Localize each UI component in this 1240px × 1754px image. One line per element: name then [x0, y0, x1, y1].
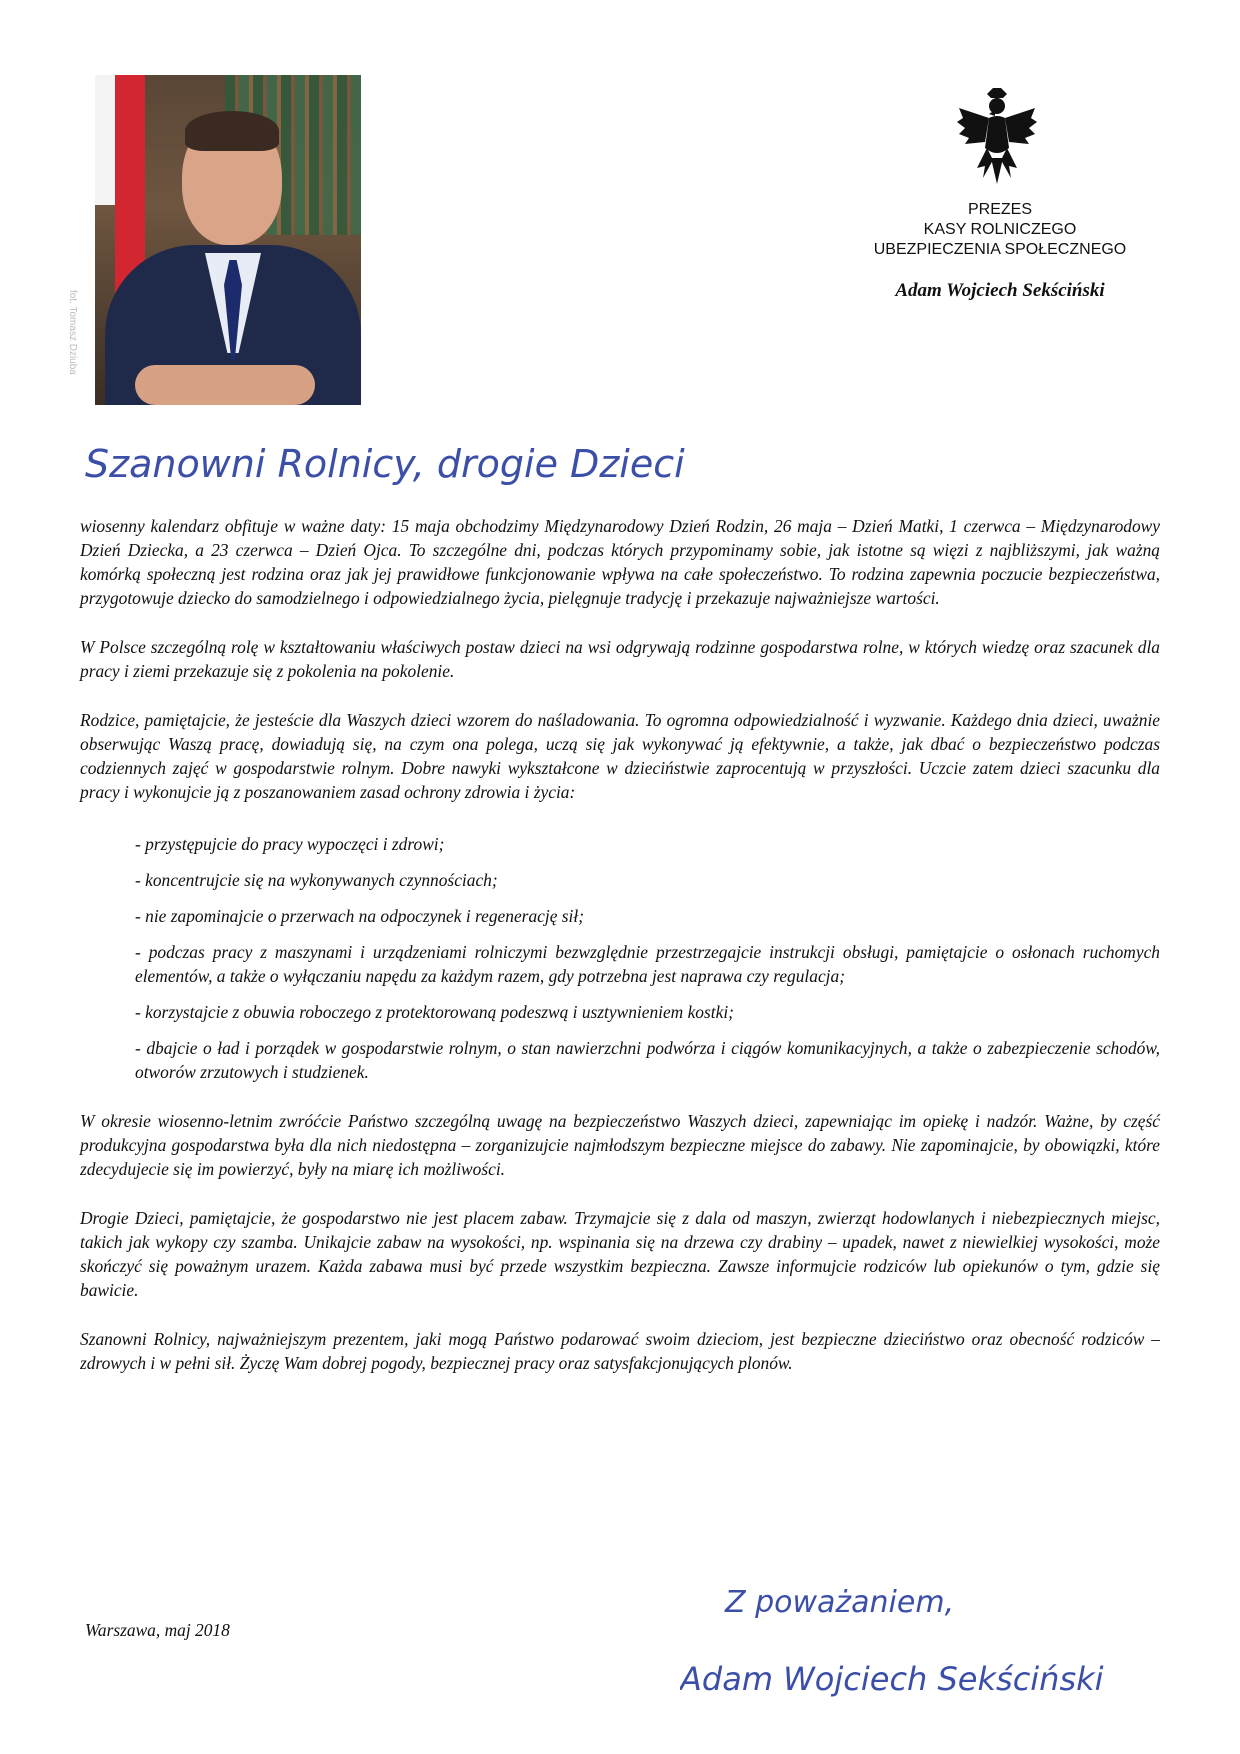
list-item: - podczas pracy z maszynami i urządzeniami rolniczymi bezwzględnie przestrzegajcie instrukcji obsługi, pamiętajcie o osłonach ruchomych elementów, a także o wyłączaniu napędu za każdym razem, gdy potrzebna jest naprawa czy regulacja;	[135, 942, 1160, 986]
paragraph-5: Drogie Dzieci, pamiętajcie, że gospodarstwo nie jest placem zabaw. Trzymajcie się z dala od maszyn, zwierząt hodowlanych i niebezpiecznych miejsc, takich jak wykopy czy szamba. Unikajcie zabaw na wysokości, np. wspinania się na drzewa czy drabiny – upadek, nawet z niewielkiej wysokości, może skończyć się poważnym urazem. Każda zabawa musi być przede wszystkim bezpieczna. Zawsze informujcie rodziców lub opiekunów o tym, gdzie się bawicie.	[80, 1208, 1160, 1300]
letter-body	[80, 514, 1160, 1400]
list-item: - dbajcie o ład i porządek w gospodarstwie rolnym, o stan nawierzchni podwórza i ciągów komunikacyjnych, a także o zabezpieczenie schodów, otworów zrzutowych i studzienek.	[135, 1038, 1160, 1082]
safety-rules-list	[80, 832, 1160, 1084]
regards-text: Z poważaniem,	[725, 1585, 955, 1620]
polish-eagle-emblem-icon	[955, 88, 1039, 188]
list-item: - przystępujcie do pracy wypoczęci i zdrowi;	[135, 834, 445, 854]
photo-credit: fot. Tomasz Dziuba	[67, 290, 78, 375]
list-item: - korzystajcie z obuwia roboczego z protektorowaną podeszwą i usztywnieniem kostki;	[135, 1002, 734, 1022]
paragraph-6: Szanowni Rolnicy, najważniejszym prezentem, jaki mogą Państwo podarować swoim dzieciom, jest bezpieczne dzieciństwo oraz obecność rodziców – zdrowych i w pełni sił. Życzę Wam dobrej pogody, bezpiecznej pracy oraz satysfakcjonujących plonów.	[80, 1329, 1160, 1373]
greeting-text: Szanowni Rolnicy, drogie Dzieci,	[85, 442, 685, 486]
office-line-1: PREZES	[967, 201, 1032, 218]
hair-shape	[185, 111, 279, 151]
president-photo	[95, 75, 361, 405]
signature-text: Adam Wojciech Sekściński	[680, 1660, 1104, 1698]
paragraph-3: Rodzice, pamiętajcie, że jesteście dla Waszych dzieci wzorem do naśladowania. To ogromna odpowiedzialność i wyzwanie. Każdego dnia dzieci, uważnie obserwując Waszą pracę, dowiadują się, na czym ona polega, uczą się jak wykonywać ją efektywnie, a także, jak dbać o bezpieczeństwo podczas codziennych zajęć w gospodarstwie rolnym. Dobre nawyki wykształcone w dzieciństwie zaprocentują w przyszłości. Uczcie zatem dzieci szacunku dla pracy i wykonujcie ją z poszanowaniem zasad ochrony zdrowia i życia:	[80, 710, 1160, 802]
handwritten-greeting	[85, 425, 685, 505]
office-line-2: KASY ROLNICZEGO	[923, 221, 1077, 238]
office-title	[800, 200, 1200, 260]
president-name: Adam Wojciech Sekściński	[895, 280, 1105, 301]
list-item: - nie zapominajcie o przerwach na odpoczynek i regenerację sił;	[135, 906, 584, 926]
office-line-3: UBEZPIECZENIA SPOŁECZNEGO	[873, 241, 1127, 258]
paragraph-1: wiosenny kalendarz obfituje w ważne daty: 15 maja obchodzimy Międzynarodowy Dzień Rodzin, 26 maja – Dzień Matki, 1 czerwca – Międzynarodowy Dzień Dziecka, a 23 czerwca – Dzień Ojca. To szczególne dni, podczas których przypominamy sobie, jak istotne są więzi z najbliższymi, jak ważną komórką społeczną jest rodzina oraz jak jej prawidłowe funkcjonowanie wpływa na całe społeczeństwo. To rodzina zapewnia poczucie bezpieczeństwa, przygotowuje dziecko do samodzielnego i odpowiedzialnego życia, pielęgnuje tradycję i przekazuje najważniejsze wartości.	[80, 516, 1160, 608]
handwritten-closing	[680, 1570, 1140, 1730]
place-date: Warszawa, maj 2018	[85, 1620, 230, 1640]
list-item: - koncentrujcie się na wykonywanych czynnościach;	[135, 870, 498, 890]
hands-shape	[135, 365, 315, 405]
paragraph-2: W Polsce szczególną rolę w kształtowaniu właściwych postaw dzieci na wsi odgrywają rodzinne gospodarstwa rolne, w których wiedzę oraz szacunek dla pracy i ziemi przekazuje się z pokolenia na pokolenie.	[80, 637, 1160, 681]
paragraph-4: W okresie wiosenno-letnim zwróćcie Państwo szczególną uwagę na bezpieczeństwo Waszych dzieci, zapewniając im opiekę i nadzór. Ważne, by część produkcyjna gospodarstwa była dla nich niedostępna – zorganizujcie najmłodszym bezpieczne miejsce do zabawy. Nie zapominajcie, by obowiązki, które zdecydujecie się im powierzyć, były na miarę ich możliwości.	[80, 1111, 1160, 1179]
